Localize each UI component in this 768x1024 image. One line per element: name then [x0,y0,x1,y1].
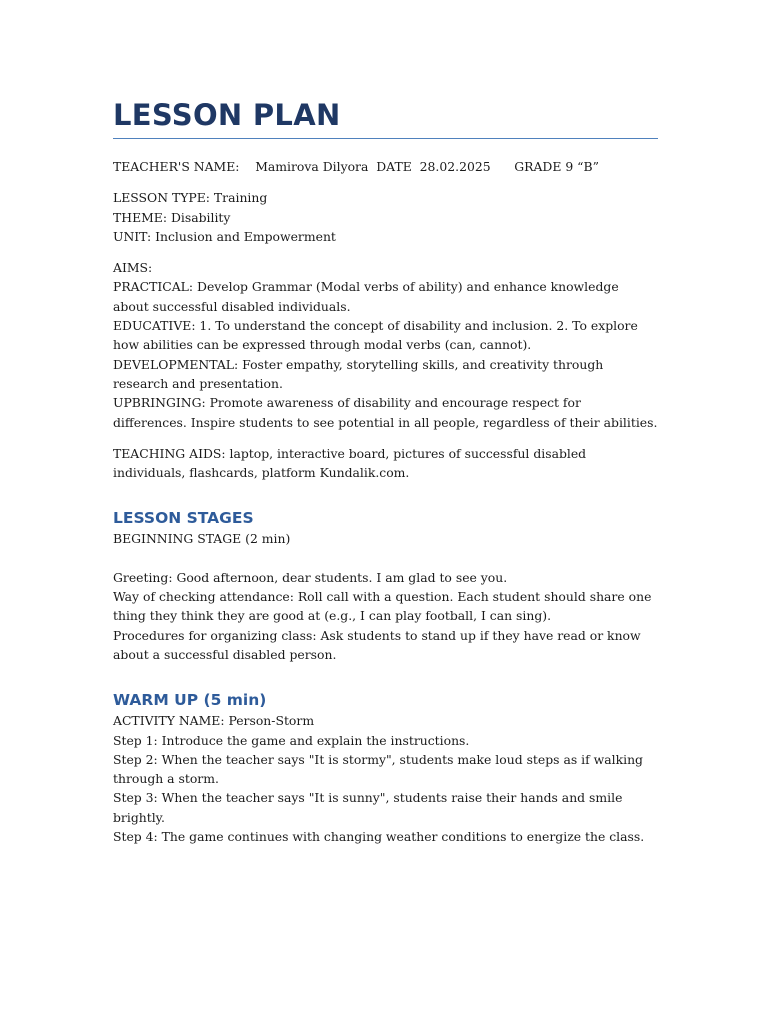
greeting: Greeting: Good afternoon, dear students. I am glad to see you. [113,569,508,585]
lesson-stages-section [113,507,658,664]
date-label: DATE [376,159,412,174]
warm-up-section [113,689,658,846]
aims-section [113,258,658,432]
teaching-aids: TEACHING AIDS: laptop, interactive board, pictures of successful disabled individuals, flashcards, platform Kundalik.com. [113,445,587,481]
aim-practical: PRACTICAL: Develop Grammar (Modal verbs of ability) and enhance knowledge about successful disabled individuals. [113,279,619,314]
organizing-procedures: Procedures for organizing class: Ask students to stand up if they have read or know about a successful disabled person. [113,627,641,662]
document-title: LESSON PLAN [113,96,658,139]
warm-up-heading: WARM UP (5 min) [113,691,267,710]
lesson-stages-heading: LESSON STAGES [113,509,254,528]
attendance-check: Way of checking attendance: Roll call with a question. Each student should share one thing they think they are good at (e.g., I can play football, I can sing). [113,589,652,624]
lesson-type: LESSON TYPE: Training [113,190,268,206]
lesson-unit: UNIT: Inclusion and Empowerment [113,228,336,244]
lesson-theme: THEME: Disability [113,209,231,225]
document-body [113,96,658,846]
teaching-aids-section [113,444,658,483]
grade-label: GRADE 9 “B” [514,159,599,174]
lesson-info [113,188,658,246]
aim-educative: EDUCATIVE: 1. To understand the concept of disability and inclusion. 2. To explore how abilities can be expressed through modal verbs (can, cannot). [113,318,638,353]
teacher-name: Mamirova Dilyora [255,159,369,174]
beginning-stage-details [113,568,658,664]
warm-up-step: Step 1: Introduce the game and explain the instructions. [113,732,470,748]
warm-up-step: Step 3: When the teacher says "It is sunny", students raise their hands and smile brightly. [113,790,623,825]
teacher-info-line [113,157,658,176]
aim-upbringing: UPBRINGING: Promote awareness of disability and encourage respect for differences. Inspire students to see potential in all people, regardless of their abilities. [113,395,658,430]
warm-up-activity: ACTIVITY NAME: Person-Storm [113,713,315,729]
lesson-date: 28.02.2025 [419,159,491,174]
teacher-label: TEACHER'S NAME: [113,159,240,174]
warm-up-step: Step 2: When the teacher says "It is stormy", students make loud steps as if walking through a storm. [113,751,643,787]
aim-developmental: DEVELOPMENTAL: Foster empathy, storytelling skills, and creativity through research and presentation. [113,356,604,391]
aims-label: AIMS: [113,260,153,276]
warm-up-step: Step 4: The game continues with changing weather conditions to energize the class. [113,829,645,845]
beginning-stage: BEGINNING STAGE (2 min) [113,531,291,547]
